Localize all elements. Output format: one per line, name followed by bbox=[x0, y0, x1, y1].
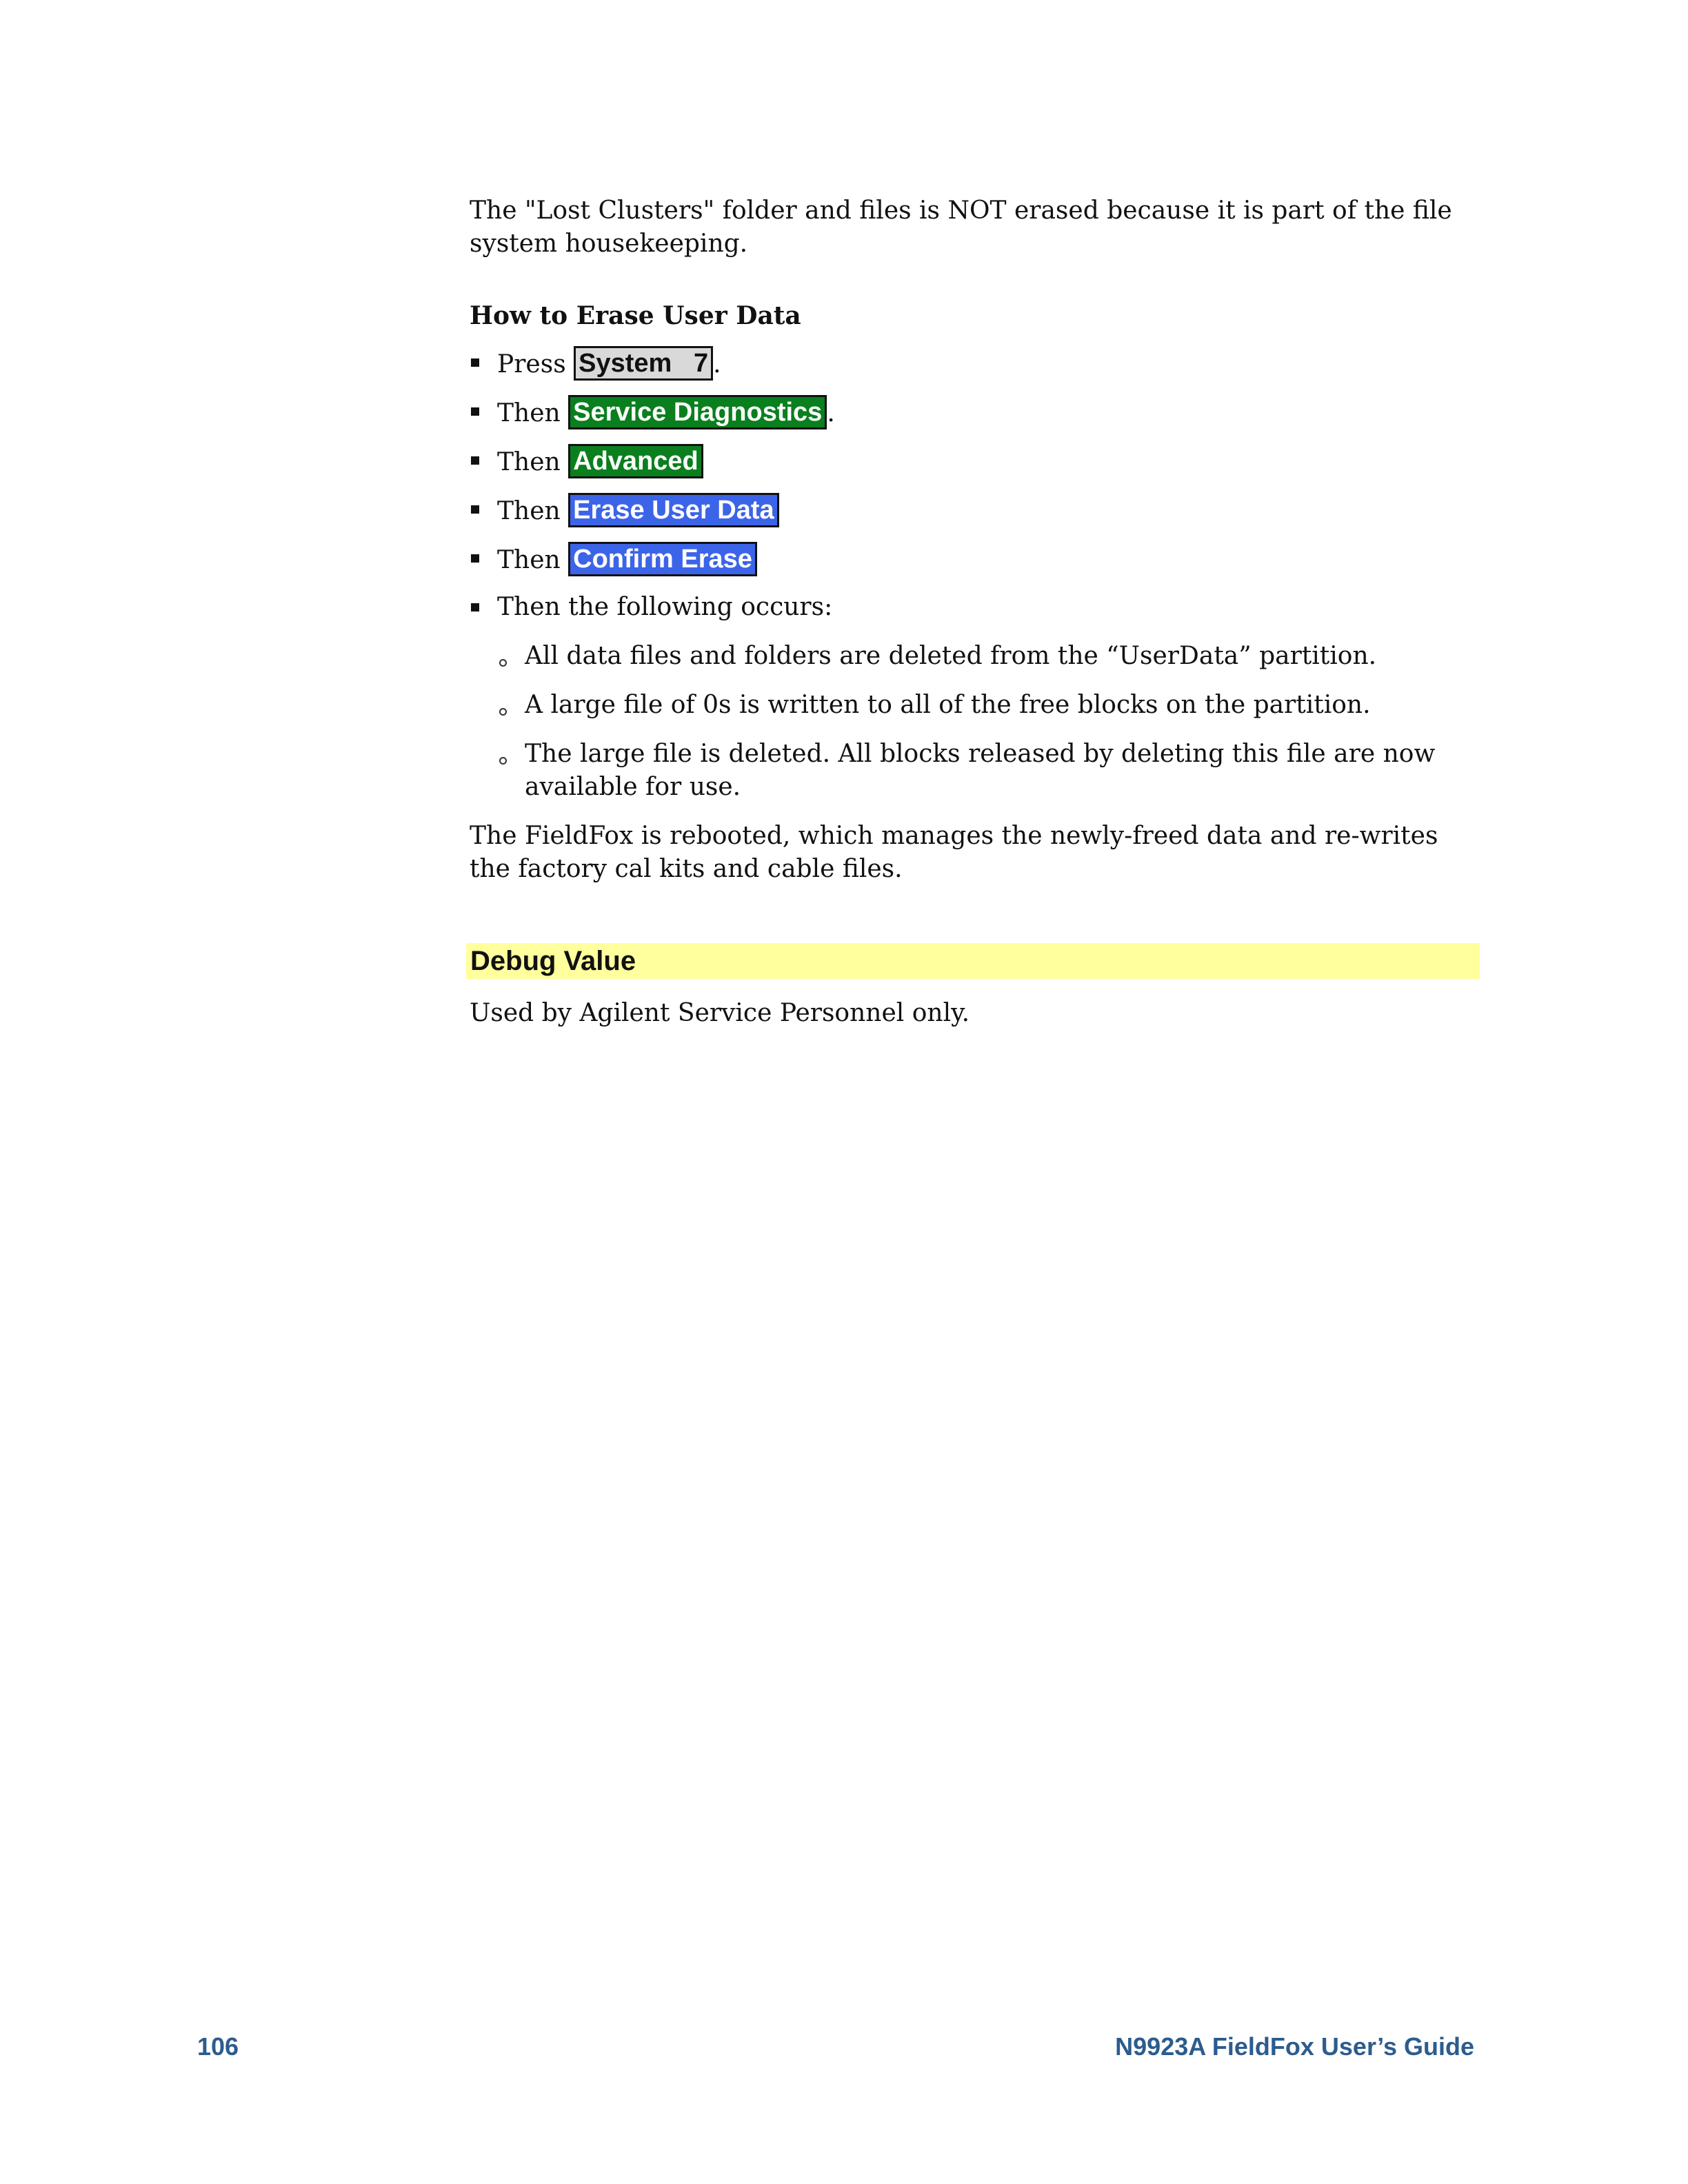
service-diagnostics-softkey[interactable]: Service Diagnostics bbox=[568, 395, 827, 429]
substep-item: The large file is deleted. All blocks released by deleting this file are now available for use. bbox=[470, 738, 1480, 804]
bullet-icon bbox=[471, 603, 479, 611]
result-substeps bbox=[470, 640, 1480, 804]
step-service-diagnostics: Then Service Diagnostics . bbox=[470, 395, 1480, 428]
step-erase-user-data: Then Erase User Data bbox=[470, 493, 1480, 526]
step-confirm-erase: Then Confirm Erase bbox=[470, 542, 1480, 575]
procedure-steps bbox=[470, 346, 1480, 624]
step-following-occurs: Then the following occurs: bbox=[470, 591, 1480, 624]
bullet-icon bbox=[471, 407, 479, 416]
system-7-key[interactable]: System 7 bbox=[574, 346, 713, 381]
advanced-softkey[interactable]: Advanced bbox=[568, 444, 703, 478]
bullet-icon bbox=[471, 456, 479, 465]
circle-bullet-icon bbox=[499, 708, 507, 716]
guide-title: N9923A FieldFox User’s Guide bbox=[1115, 2032, 1474, 2061]
step-press-system: Press System 7 . bbox=[470, 346, 1480, 379]
page-number: 106 bbox=[197, 2032, 239, 2061]
section-header-debug-value bbox=[466, 943, 1480, 979]
procedure-heading: How to Erase User Data bbox=[470, 301, 801, 330]
bullet-icon bbox=[471, 554, 479, 563]
erase-user-data-softkey[interactable]: Erase User Data bbox=[568, 493, 779, 527]
step-advanced: Then Advanced bbox=[470, 444, 1480, 477]
circle-bullet-icon bbox=[499, 659, 507, 667]
bullet-icon bbox=[471, 505, 479, 514]
page-content bbox=[470, 194, 1480, 886]
intro-paragraph: The "Lost Clusters" folder and files is NOT erased because it is part of the file system housekeeping. bbox=[470, 196, 1452, 258]
bullet-icon bbox=[471, 358, 479, 367]
substep-item: A large file of 0s is written to all of the free blocks on the partition. bbox=[470, 689, 1480, 722]
substep-item: All data files and folders are deleted from the “UserData” partition. bbox=[470, 640, 1480, 673]
confirm-erase-softkey[interactable]: Confirm Erase bbox=[568, 542, 757, 576]
debug-description: Used by Agilent Service Personnel only. bbox=[470, 999, 970, 1027]
section-title: Debug Value bbox=[470, 946, 636, 976]
reboot-note: The FieldFox is rebooted, which manages the newly-freed data and re-writes the factory cal kits and cable files. bbox=[470, 822, 1438, 883]
circle-bullet-icon bbox=[499, 757, 507, 765]
